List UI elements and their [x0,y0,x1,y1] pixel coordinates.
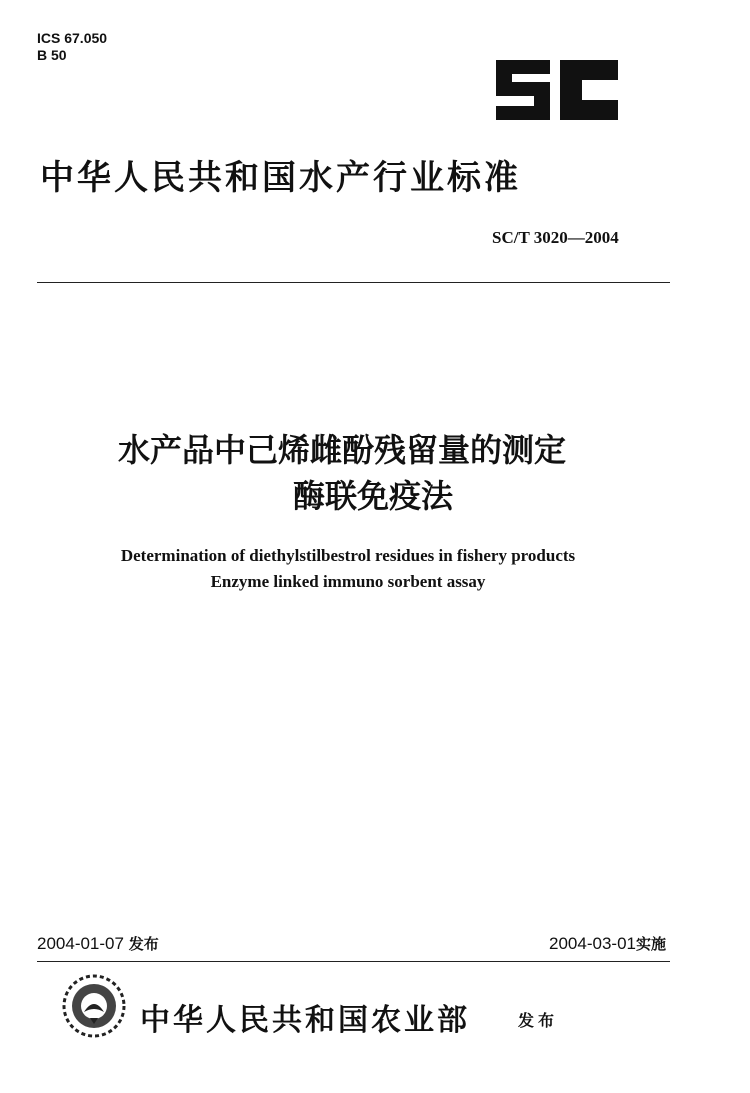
issue-date [37,933,159,954]
ministry-emblem-icon [60,972,128,1040]
implementation-date-value: 2004-03-01 [549,934,636,953]
implementation-date-label: 实施 [635,936,666,953]
issuing-authority: 中华人民共和国农业部 [140,1003,470,1038]
title-english-line2: Enzyme linked immuno sorbent assay [210,572,486,591]
title-chinese-line2: 酶联免疫法 [292,477,453,515]
issue-date-value: 2004-01-07 [37,934,124,953]
footer-divider [37,961,670,962]
classification-code: B 50 [37,47,67,63]
ics-code-block [37,30,107,64]
ministry-standard-title: 中华人民共和国水产行业标准 [40,158,521,198]
implementation-date [549,933,666,954]
title-chinese-line1: 水产品中己烯雌酚残留量的测定 [117,431,566,469]
standard-code: SC/T 3020—2004 [492,228,619,247]
header-divider [37,282,670,283]
ics-code: ICS 67.050 [37,30,108,46]
issue-date-label: 发布 [128,936,159,953]
sc-logo [492,60,622,120]
title-english-line1: Determination of diethylstilbestrol residues in fishery products [120,546,576,565]
issue-word: 发布 [518,1011,559,1030]
